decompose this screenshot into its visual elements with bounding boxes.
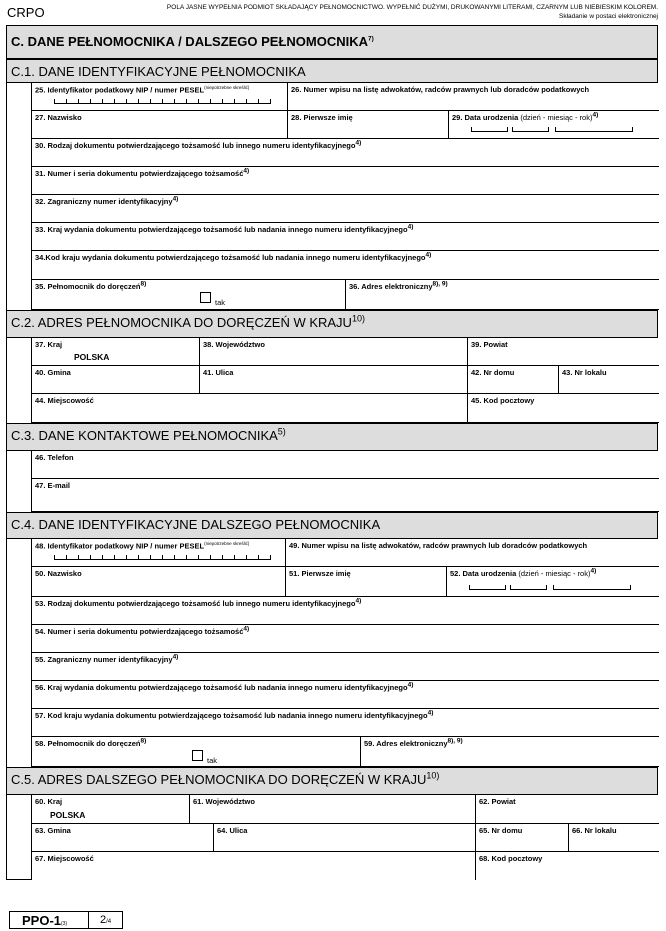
field-36-electronic-address[interactable]: 36. Adres elektroniczny$^{8), 9)}$ [345, 280, 659, 310]
field-67-city[interactable]: 67. Miejscowość [31, 852, 475, 880]
section-c4-header: C.4. DANE IDENTYFIKACYJNE DALSZEGO PEŁNOMOCNIKA [7, 512, 657, 539]
field-35-service-proxy: 35. Pełnomocnik do doręczeń$^{8)}$ tak [31, 280, 345, 310]
field-52-birth-date[interactable]: 52. Data urodzenia (dzień - miesiąc - rok)$^{4)}$ [446, 567, 659, 597]
field-66-apartment-number[interactable]: 66. Nr lokalu [568, 824, 659, 852]
field-46-phone[interactable]: 46. Telefon [31, 451, 659, 479]
field-60-country[interactable]: 60. Kraj POLSKA [31, 795, 189, 824]
field-62-county[interactable]: 62. Powiat [475, 795, 659, 824]
field-57-issuing-country-code[interactable]: 57. Kod kraju wydania dokumentu potwierdzającego tożsamość lub nadania innego numeru identyfikacyjnego$^{4)}$ [31, 709, 659, 737]
field-54-document-number[interactable]: 54. Numer i seria dokumentu potwierdzającego tożsamość$^{4)}$ [31, 625, 659, 653]
country-value: POLSKA [74, 352, 110, 362]
field-31-document-number[interactable]: 31. Numer i seria dokumentu potwierdzającego tożsamość$^{4)}$ [31, 167, 659, 195]
form-sheet [6, 25, 658, 880]
page-number-box: 2/4 [89, 911, 123, 929]
service-proxy-checkbox[interactable] [192, 750, 203, 761]
country-value: POLSKA [50, 810, 86, 820]
field-58-service-proxy: 58. Pełnomocnik do doręczeń$^{8)}$ tak [31, 737, 360, 767]
field-49-registry-number[interactable]: 49. Numer wpisu na listę adwokatów, radców prawnych lub doradców podatkowych [285, 539, 659, 567]
field-44-city[interactable]: 44. Miejscowość [31, 394, 467, 423]
field-68-postal-code[interactable]: 68. Kod pocztowy [475, 852, 659, 880]
field-63-commune[interactable]: 63. Gmina [31, 824, 213, 852]
field-53-document-type[interactable]: 53. Rodzaj dokumentu potwierdzającego tożsamość lub innego numeru identyfikacyjnego$^{4)}$ [31, 597, 659, 625]
field-34-issuing-country-code[interactable]: 34.Kod kraju wydania dokumentu potwierdzającego tożsamość lub nadania innego numeru identyfikacyjnego$^{4)}$ [31, 251, 659, 280]
section-c2-header: C.2. ADRES PEŁNOMOCNIKA DO DORĘCZEŃ W KRAJU$^{10)}$ [7, 310, 657, 338]
field-41-street[interactable]: 41. Ulica [199, 366, 467, 394]
field-55-foreign-id[interactable]: 55. Zagraniczny numer identyfikacyjny$^{4)}$ [31, 653, 659, 681]
field-61-voivodeship[interactable]: 61. Województwo [189, 795, 475, 824]
field-39-county[interactable]: 39. Powiat [467, 338, 659, 366]
field-32-foreign-id[interactable]: 32. Zagraniczny numer identyfikacyjny$^{4)}$ [31, 195, 659, 223]
service-proxy-option-label: tak [215, 298, 226, 307]
section-c1-header: C.1. DANE IDENTYFIKACYJNE PEŁNOMOCNIKA [7, 59, 657, 83]
field-65-house-number[interactable]: 65. Nr domu [475, 824, 568, 852]
field-48-nip-pesel[interactable]: 48. Identyfikator podatkowy NIP / numer $PESEL^{(niepotrzebne skreślić)}$ [31, 539, 285, 567]
field-42-house-number[interactable]: 42. Nr domu [467, 366, 558, 394]
field-25-nip-pesel[interactable]: 25. Identyfikator podatkowy NIP / numer $PESEL^{(niepotrzebne skreślić)}$ [31, 83, 287, 111]
service-proxy-option-label: tak [207, 756, 218, 765]
field-30-document-type[interactable]: 30. Rodzaj dokumentu potwierdzającego tożsamość lub innego numeru identyfikacyjnego$^{4)}$ [31, 139, 659, 167]
field-64-street[interactable]: 64. Ulica [213, 824, 475, 852]
instruction-line-2: Składanie w postaci elektronicznej [559, 13, 658, 20]
field-59-electronic-address[interactable]: 59. Adres elektroniczny$^{8), 9)}$ [360, 737, 659, 767]
field-43-apartment-number[interactable]: 43. Nr lokalu [558, 366, 659, 394]
instruction-line-1: POLA JASNE WYPEŁNIA PODMIOT SKŁADAJĄCY PEŁNOMOCNICTWO. WYPEŁNIĆ DUŻYMI, DRUKOWANYMI LITERAMI, CZARNYM LUB NIEBIESKIM KOLOREM. [166, 4, 658, 11]
fill-instructions [98, 3, 658, 21]
section-c-header: C. DANE PEŁNOMOCNIKA / DALSZEGO PEŁNOMOCNIKA$^{7)}$ [7, 25, 657, 59]
digit-boxes [54, 555, 271, 560]
field-40-commune[interactable]: 40. Gmina [31, 366, 199, 394]
field-37-country[interactable]: 37. Kraj POLSKA [31, 338, 199, 366]
field-50-surname[interactable]: 50. Nazwisko [31, 567, 285, 597]
field-29-birth-date[interactable]: 29. Data urodzenia (dzień - miesiąc - rok)$^{4)}$ [448, 111, 659, 139]
field-26-registry-number[interactable]: 26. Numer wpisu na listę adwokatów, radców prawnych lub doradców podatkowych [287, 83, 659, 111]
field-33-issuing-country[interactable]: 33. Kraj wydania dokumentu potwierdzającego tożsamość lub nadania innego numeru identyfikacyjnego$^{4)}$ [31, 223, 659, 251]
form-name-box: PPO-1(3) [9, 911, 89, 929]
field-45-postal-code[interactable]: 45. Kod pocztowy [467, 394, 659, 423]
field-28-first-name[interactable]: 28. Pierwsze imię [287, 111, 448, 139]
section-c5-header: C.5. ADRES DALSZEGO PEŁNOMOCNIKA DO DORĘCZEŃ W KRAJU$^{10)}$ [7, 767, 657, 795]
form-code: CRPO [7, 5, 45, 20]
field-47-email[interactable]: 47. E-mail [31, 479, 659, 512]
field-56-issuing-country[interactable]: 56. Kraj wydania dokumentu potwierdzającego tożsamość lub nadania innego numeru identyfikacyjnego$^{4)}$ [31, 681, 659, 709]
service-proxy-checkbox[interactable] [200, 292, 211, 303]
section-c3-header: C.3. DANE KONTAKTOWE PEŁNOMOCNIKA$^{5)}$ [7, 423, 657, 451]
field-51-first-name[interactable]: 51. Pierwsze imię [285, 567, 446, 597]
field-38-voivodeship[interactable]: 38. Województwo [199, 338, 467, 366]
digit-boxes [54, 99, 271, 104]
field-27-surname[interactable]: 27. Nazwisko [31, 111, 287, 139]
